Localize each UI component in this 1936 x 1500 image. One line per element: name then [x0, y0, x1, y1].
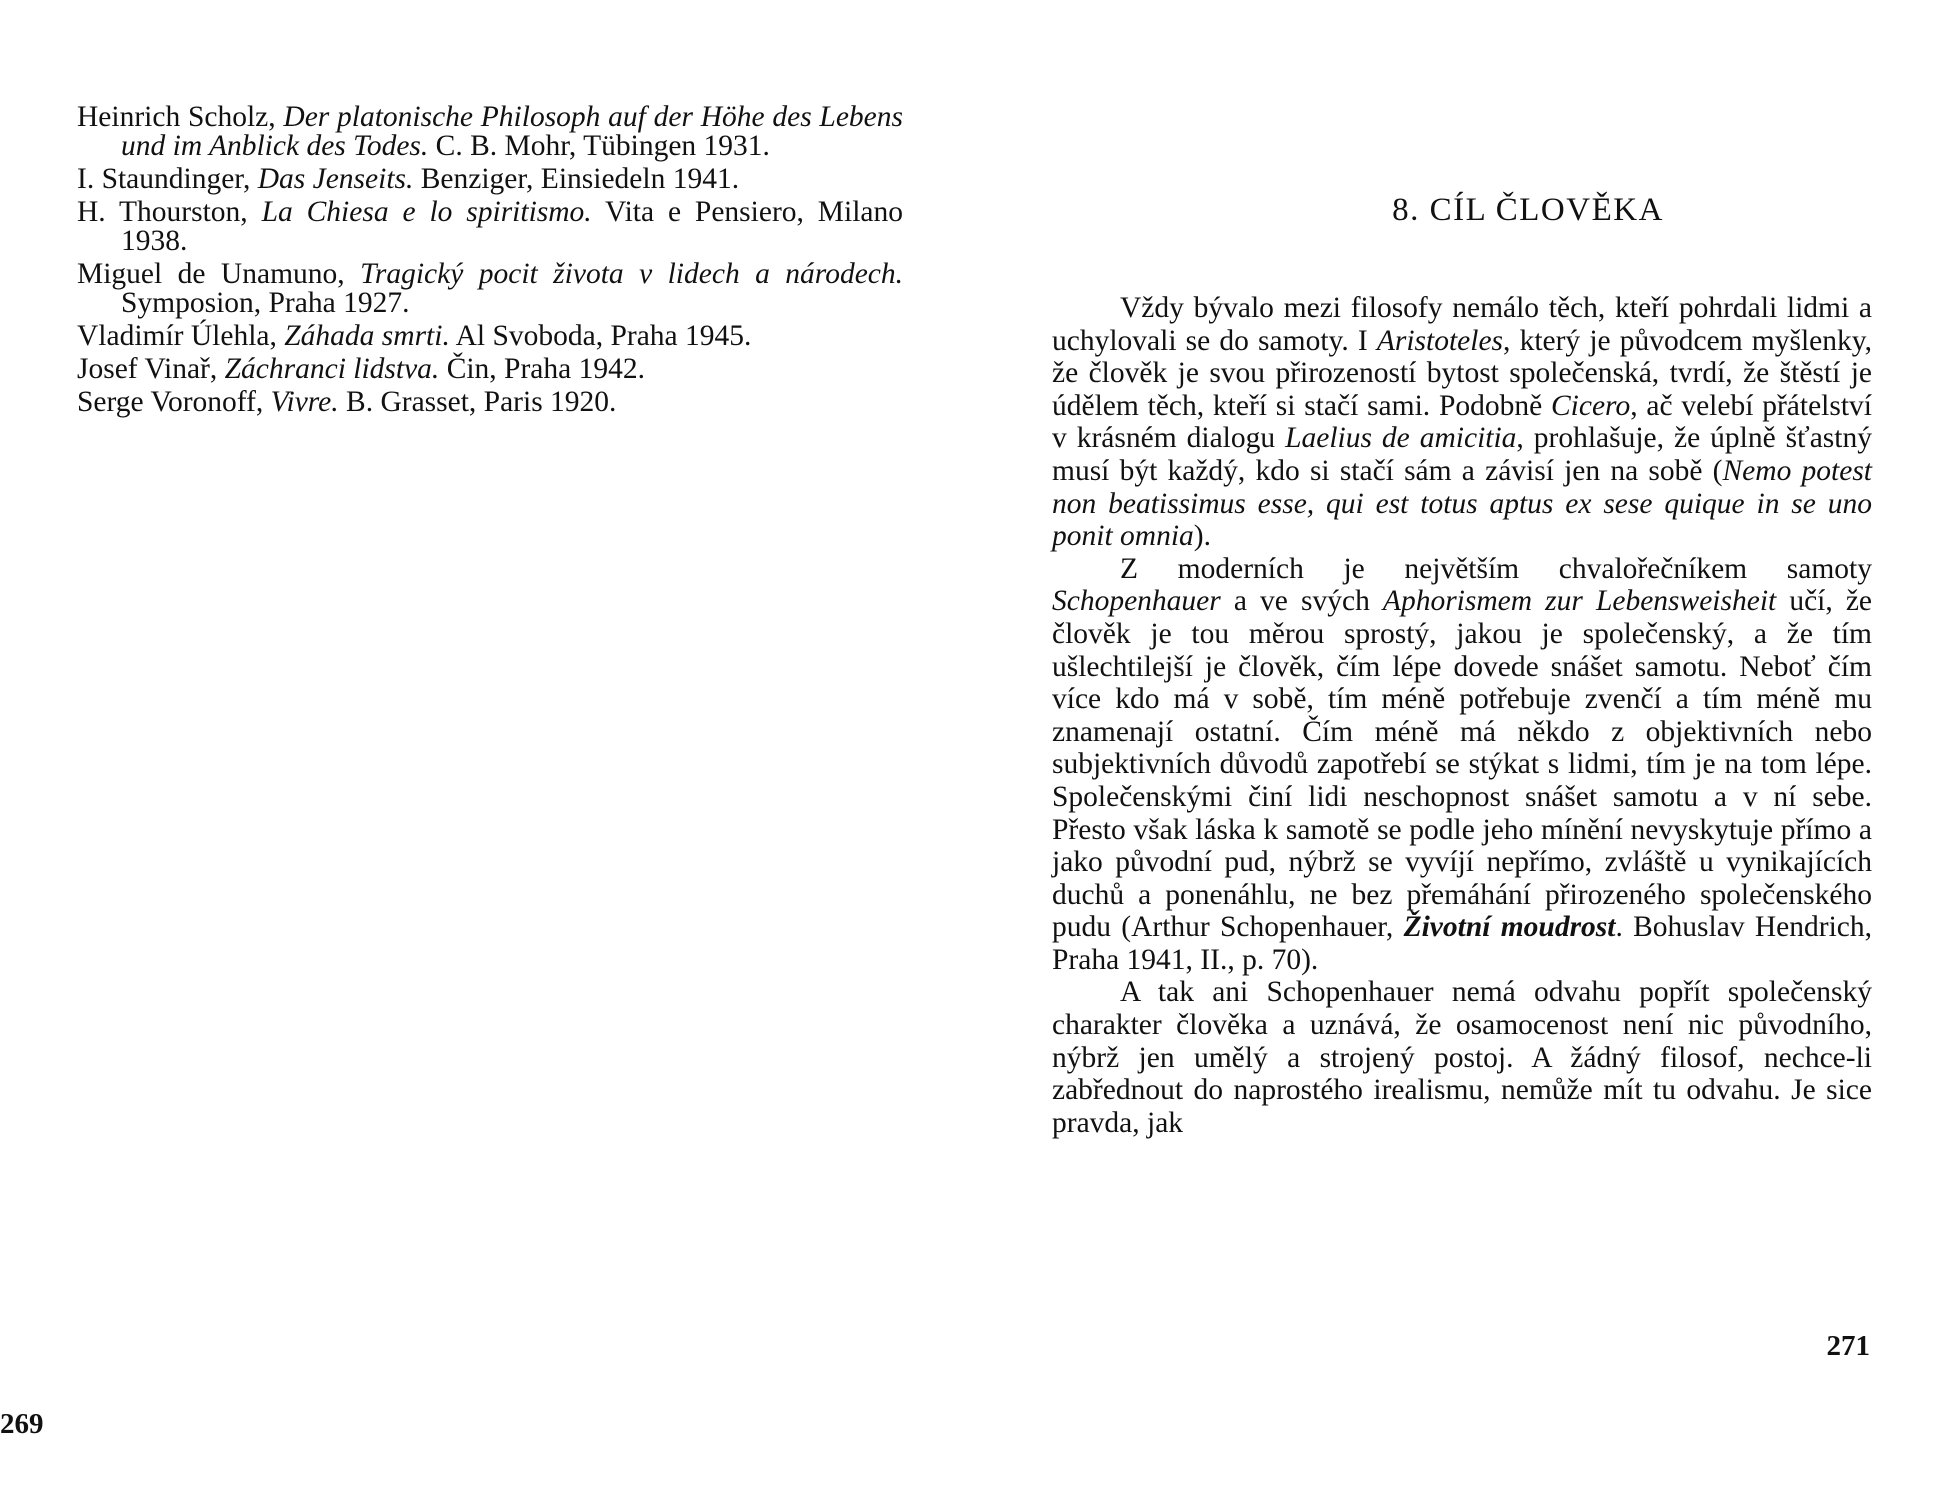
bibliography-entry	[77, 355, 903, 384]
bold-italic-run: Životní moudrost	[1403, 911, 1616, 944]
right-page-number: 271	[1826, 1330, 1870, 1362]
entry-publisher: Al Svoboda, Praha 1945.	[449, 320, 752, 352]
entry-title: Záchranci lidstva.	[224, 353, 440, 385]
text-run: , ač velebí přátelství v krásném dialogu	[1052, 389, 1872, 455]
entry-author: Vladimír Úlehla,	[77, 320, 285, 352]
right-page	[968, 0, 1936, 1500]
entry-author: Josef Vinař,	[77, 353, 225, 385]
text-run: Z moderních je největším chvalořečníkem samoty	[1120, 552, 1872, 585]
entry-title: La Chiesa e lo spiritismo.	[261, 196, 592, 228]
bibliography-entry	[77, 165, 903, 194]
text-run: , prohlašuje, že úplně šťastný musí být každý, kdo si stačí sám a závisí jen na sobě (	[1052, 422, 1872, 487]
paragraph	[1052, 553, 1872, 977]
italic-run: Cicero	[1551, 389, 1631, 422]
text-run: ).	[1193, 520, 1211, 553]
body-text	[1052, 292, 1872, 1139]
text-run: Vždy bývalo mezi filosofy nemálo těch, kteří pohrdali lidmi a uchylovali se do samoty. I	[1052, 292, 1872, 357]
entry-title: Der platonische Philosoph auf der Höhe des Lebens und im Anblick des Todes.	[121, 101, 904, 162]
italic-run: Aphorismem zur Lebensweisheit	[1382, 585, 1777, 618]
italic-run: Aristoteles	[1376, 324, 1504, 357]
italic-run: Schopenhauer	[1052, 585, 1221, 618]
entry-publisher: Symposion, Praha 1927.	[121, 287, 410, 319]
entry-title: Tragický pocit života v lidech a národech.	[360, 258, 904, 290]
entry-author: I. Staundinger,	[77, 163, 258, 195]
text-run: a ve svých	[1220, 585, 1383, 618]
entry-author: Miguel de Unamuno,	[77, 258, 361, 290]
text-run: , který je původcem myšlenky, že člověk je svou přirozeností bytost společenská, tvrdí, že štěstí je údělem těch, kteří si stačí sami. Podobně	[1052, 324, 1872, 422]
entry-author: H. Thourston,	[77, 196, 262, 228]
entry-title: Das Jenseits.	[257, 163, 414, 195]
left-page-number: 269	[0, 1408, 44, 1440]
entry-publisher: C. B. Mohr, Tübingen 1931.	[428, 130, 770, 162]
chapter-title: 8. CÍL ČLOVĚKA	[1392, 192, 1664, 228]
paragraph	[1052, 976, 1872, 1139]
entry-author: Heinrich Scholz,	[77, 101, 284, 133]
paragraph	[1052, 292, 1872, 553]
bibliography-entry	[77, 322, 903, 351]
entry-title: Záhada smrti.	[284, 320, 450, 352]
bibliography-list	[77, 103, 903, 421]
entry-title: Vivre.	[270, 386, 339, 418]
italic-run: Nemo potest non beatissimus esse, qui est totus aptus ex sese quique in se uno ponit omnia	[1052, 454, 1872, 553]
bibliography-entry	[77, 388, 903, 417]
entry-publisher: Benziger, Einsiedeln 1941.	[413, 163, 740, 195]
text-run: učí, že člověk je tou měrou sprostý, jakou je společenský, a že tím ušlechtilejší je člověk, čím lépe dovede snášet samotu. Neboť čím více kdo má v sobě, tím méně potřebuje zvenčí a tím méně mu znamenají ostatní. Čím méně má někdo z objektivních nebo subjektivních důvodů zapotřebí se stýkat s lidmi, tím je na tom lépe. Společenskými činí lidi neschopnost snášet samotu a v ní sebe. Přesto však láska k samotě se podle jeho mínění nevyskytuje přímo a jako původní pud, nýbrž se vyvíjí nepřímo, zvláště u vynikajících duchů a ponenáhlu, ne bez přemáhání přirozeného společenského pudu (Arthur Schopenhauer,	[1052, 585, 1873, 944]
entry-author: Serge Voronoff,	[77, 386, 271, 418]
bibliography-entry	[77, 198, 903, 256]
text-run: A tak ani Schopenhauer nemá odvahu popřít společenský charakter člověka a uznává, že osamocenost není nic původního, nýbrž jen umělý a strojený postoj. A žádný filosof, nechce-li zabřednout do naprostého irealismu, nemůže mít tu odvahu. Je sice pravda, jak	[1052, 976, 1872, 1139]
entry-publisher: B. Grasset, Paris 1920.	[338, 386, 617, 418]
bibliography-entry	[77, 103, 903, 161]
bibliography-entry	[77, 260, 903, 318]
italic-run: Laelius de amicitia	[1285, 422, 1517, 455]
text-run: . Bohuslav Hendrich, Praha 1941, II., p. 70).	[1052, 911, 1872, 976]
entry-publisher: Čin, Praha 1942.	[439, 353, 645, 385]
entry-publisher: Vita e Pensiero, Milano 1938.	[121, 196, 904, 257]
